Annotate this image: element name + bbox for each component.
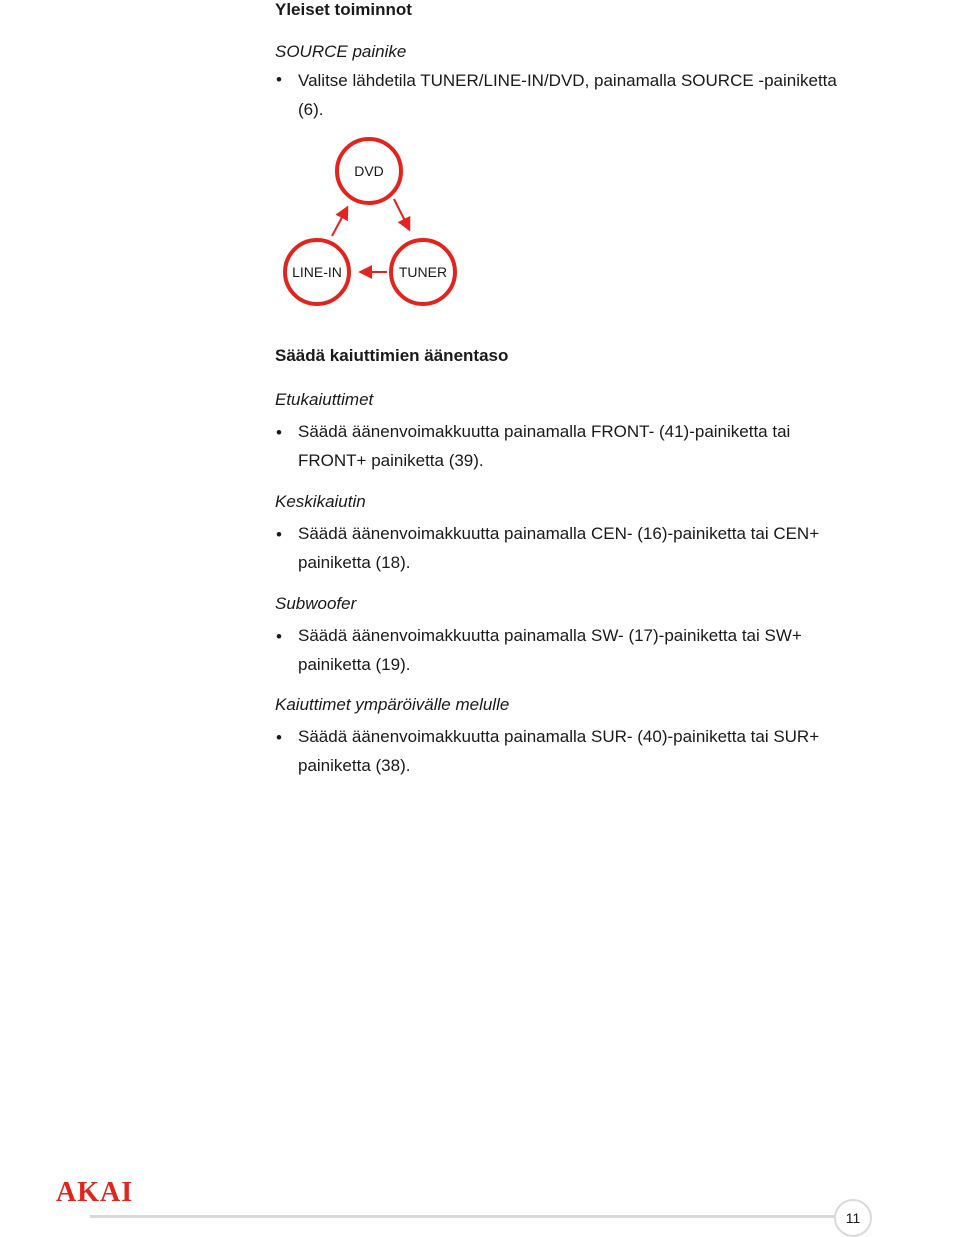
group-subwoofer-text xyxy=(298,621,802,679)
group-front-line2: FRONT+ painiketta (39). xyxy=(298,451,484,470)
group-center-text xyxy=(298,519,819,577)
group-front-text xyxy=(298,417,790,475)
group-center-subtitle: Keskikaiutin xyxy=(275,492,366,511)
group-surround-text xyxy=(298,722,819,780)
group-surround-line1: Säädä äänenvoimakkuutta painamalla SUR- (40)-painiketta tai SUR+ xyxy=(298,727,820,746)
group-front-subtitle: Etukaiuttimet xyxy=(275,390,374,409)
bullet-icon: • xyxy=(276,525,282,544)
bullet-icon: • xyxy=(276,728,282,747)
group-subwoofer-line2: painiketta (19). xyxy=(298,655,411,674)
source-instruction-line2: (6). xyxy=(298,100,324,119)
source-instruction-line1: Valitse lähdetila TUNER/LINE-IN/DVD, painamalla SOURCE -painiketta xyxy=(298,71,837,90)
group-subwoofer-subtitle: Subwoofer xyxy=(275,594,357,613)
bullet-icon: • xyxy=(276,423,282,442)
group-surround-line2: painiketta (38). xyxy=(298,756,411,775)
arrow-dvd-to-tuner xyxy=(394,199,409,229)
akai-logo: AKAI xyxy=(56,1177,134,1208)
page-heading: Yleiset toiminnot xyxy=(275,0,412,19)
section-title: Säädä kaiuttimien äänentaso xyxy=(275,346,509,365)
tuner-label: TUNER xyxy=(398,264,448,280)
group-center-line2: painiketta (18). xyxy=(298,553,411,572)
arrow-line-in-to-dvd xyxy=(332,208,347,236)
source-cycle-diagram xyxy=(270,125,470,310)
group-subwoofer-line1: Säädä äänenvoimakkuutta painamalla SW- (17)-painiketta tai SW+ xyxy=(298,626,802,645)
source-subtitle: SOURCE painike xyxy=(275,42,407,61)
bullet-icon: • xyxy=(276,70,282,89)
dvd-node xyxy=(337,139,401,203)
group-surround-subtitle: Kaiuttimet ympäröivälle melulle xyxy=(275,695,510,714)
dvd-label: DVD xyxy=(354,163,384,179)
group-front-line1: Säädä äänenvoimakkuutta painamalla FRONT- (41)-painiketta tai xyxy=(298,422,791,441)
footer-divider xyxy=(90,1215,835,1218)
group-center-line1: Säädä äänenvoimakkuutta painamalla CEN- (16)-painiketta tai CEN+ xyxy=(298,524,820,543)
page-number: 11 xyxy=(834,1199,872,1237)
line-in-node xyxy=(285,240,349,304)
tuner-node xyxy=(391,240,455,304)
bullet-icon: • xyxy=(276,627,282,646)
source-instruction xyxy=(298,66,837,124)
line-in-label: LINE-IN xyxy=(292,264,342,280)
